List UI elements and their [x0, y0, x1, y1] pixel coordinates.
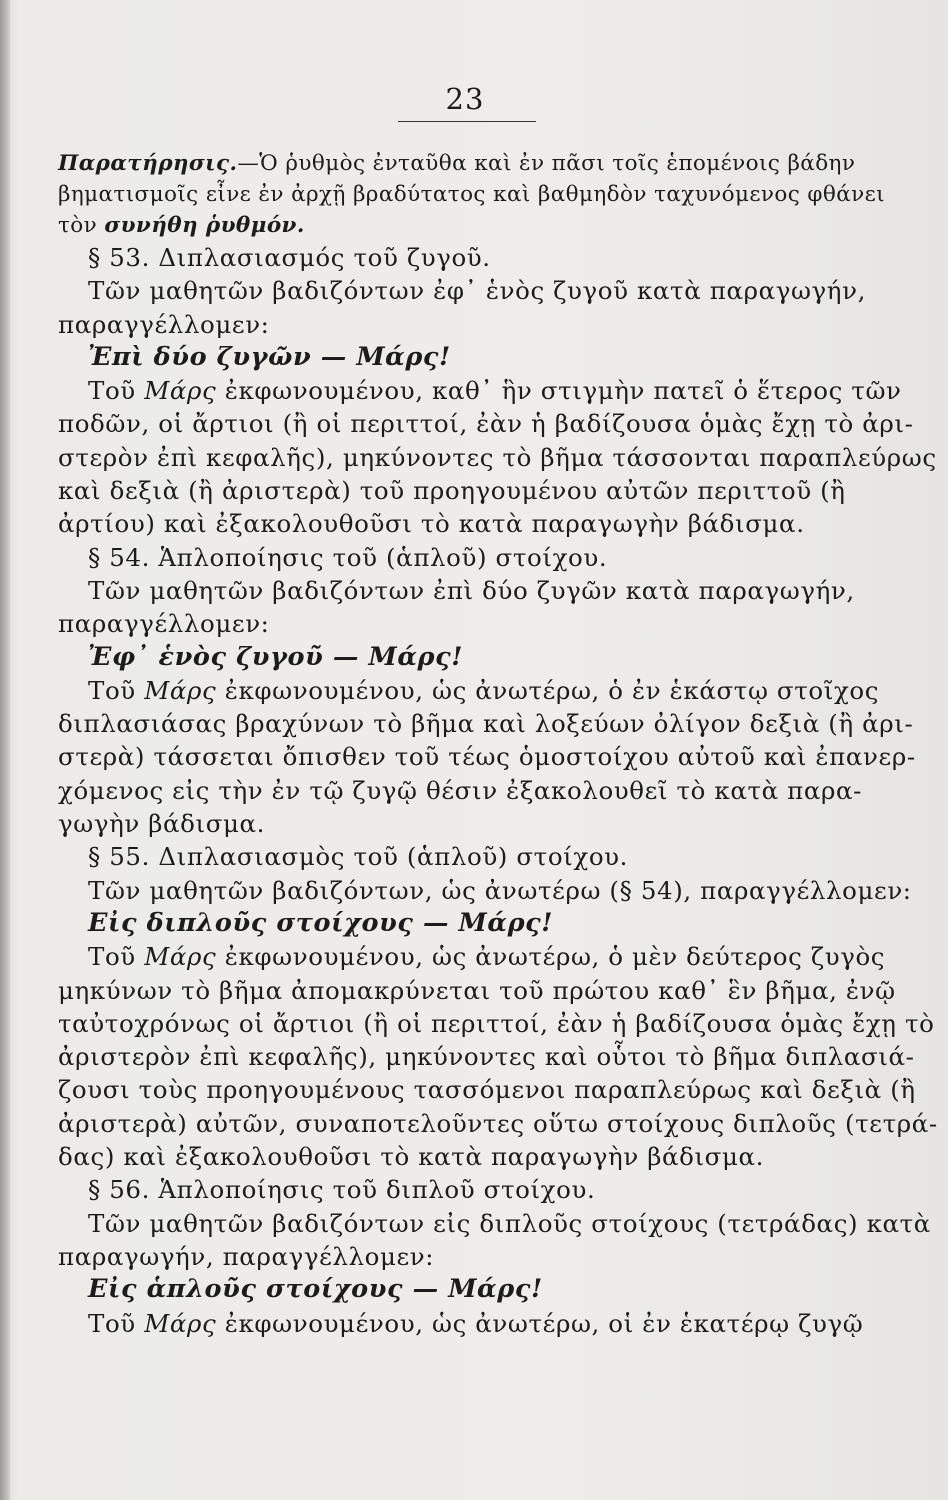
note-text-3: τὸν — [58, 213, 105, 238]
header-rule — [398, 121, 536, 122]
section-53-text-3: στερὸν ἐπὶ κεφαλῆς), μηκύνοντες τὸ βῆμα τάσσονται παραπλεύρως — [58, 442, 937, 472]
note-label: Παρατήρησις. — [58, 151, 238, 176]
section-53-mars: Μάρς — [144, 376, 217, 406]
section-53-heading: § 53. Διπλασιασμός τοῦ ζυγοῦ. — [88, 243, 491, 272]
section-56-text-1 — [58, 1307, 866, 1340]
section-55-text-rest: ἐκφωνουμένου, ὡς ἀνωτέρω, ὁ μὲν δεύτερος ζυγὸς — [216, 942, 886, 972]
section-54-text-5: γωγὴν βάδισμα. — [58, 809, 266, 839]
page-number: 23 — [445, 82, 485, 116]
section-55-text-3: ταὐτοχρόνως οἱ ἄρτιοι (ἢ οἱ περιττοί, ἐὰν ἡ βαδίζουσα ὁμὰς ἔχῃ τὸ — [58, 1008, 935, 1038]
section-55-text-start: Τοῦ — [88, 942, 145, 972]
section-56-text-start: Τοῦ — [88, 1308, 145, 1338]
note-line-3 — [58, 210, 866, 241]
section-54-text-3: στερὰ) τάσσεται ὄπισθεν τοῦ τέως ὁμοστοίχου αὐτοῦ καὶ ἐπανερ- — [58, 742, 916, 772]
section-56-text-rest: ἐκφωνουμένου, ὡς ἀνωτέρω, οἱ ἐν ἑκατέρῳ ζυγῷ — [216, 1308, 864, 1338]
section-56-mars: Μάρς — [144, 1308, 217, 1338]
section-55-text-7: δας) καὶ ἐξακολουθοῦσι τὸ κατὰ παραγωγὴν βάδισμα. — [58, 1142, 765, 1172]
note-emphasis: συνήθη ῥυθμόν. — [104, 213, 305, 238]
section-54-text-1 — [58, 674, 880, 707]
page-body — [58, 148, 938, 1340]
section-53-text-1 — [58, 374, 902, 407]
section-54-text-rest: ἐκφωνουμένου, ὡς ἀνωτέρω, ὁ ἐν ἑκάστῳ στοῖχος — [216, 675, 880, 705]
section-55-text-1 — [58, 940, 886, 973]
section-53-text-5: ἀρτίου) καὶ ἐξακολουθοῦσι τὸ κατὰ παραγωγὴν βάδισμα. — [58, 509, 805, 539]
section-54-intro-2: παραγγέλλομεν: — [58, 609, 270, 639]
section-54-mars: Μάρς — [144, 675, 217, 705]
section-54-text-2: διπλασιάσας βραχύνων τὸ βῆμα καὶ λοξεύων ὀλίγον δεξιὰ (ἢ ἀρι- — [58, 709, 914, 739]
section-55-text-5: ζουσι τοὺς προηγουμένους τασσόμενοι παραπλεύρως καὶ δεξιὰ (ἢ — [58, 1075, 916, 1105]
section-54-heading: § 54. Ἁπλοποίησις τοῦ (ἁπλοῦ) στοίχου. — [88, 542, 608, 572]
section-55-text-6: ἀριστερὰ) αὐτῶν, συναποτελοῦντες οὕτω στοίχους διπλοῦς (τετρά- — [58, 1108, 938, 1138]
section-54-text-4: χόμενος εἰς τὴν ἐν τῷ ζυγῷ θέσιν ἐξακολουθεῖ τὸ κατὰ παρα- — [58, 775, 863, 805]
section-53-text-rest: ἐκφωνουμένου, καθ᾽ ἣν στιγμὴν πατεῖ ὁ ἕτερος τῶν — [216, 376, 902, 406]
section-55-text-2: μηκύνων τὸ βῆμα ἀπομακρύνεται τοῦ πρώτου καθ᾽ ἓν βῆμα, ἐνῷ — [58, 975, 896, 1005]
section-53-intro-2: παραγγέλλομεν: — [58, 309, 270, 339]
section-55-text-4: ἀριστερὸν ἐπὶ κεφαλῆς), μηκύνοντες καὶ οὗτοι τὸ βῆμα διπλασιά- — [58, 1042, 915, 1072]
section-53-intro-1: Τῶν μαθητῶν βαδιζόντων ἐφ᾽ ἑνὸς ζυγοῦ κατὰ παραγωγήν, — [88, 276, 866, 306]
note-line-2: βηματισμοῖς εἶνε ἐν ἀρχῇ βραδύτατος καὶ βαθμηδὸν ταχυνόμενος φθάνει — [58, 182, 885, 207]
section-56-heading: § 56. Ἁπλοποίησις τοῦ διπλοῦ στοίχου. — [88, 1175, 596, 1205]
section-53-text-start: Τοῦ — [88, 376, 145, 406]
section-55-mars: Μάρς — [144, 942, 217, 972]
section-53-command: Ἐπὶ δύο ζυγῶν — Μάρς! — [88, 341, 451, 372]
section-55-intro-1: Τῶν μαθητῶν βαδιζόντων, ὡς ἀνωτέρω (§ 54), παραγγέλλομεν: — [88, 875, 912, 905]
section-56-intro-1: Τῶν μαθητῶν βαδιζόντων εἰς διπλοῦς στοίχους (τετράδας) κατὰ — [88, 1208, 931, 1238]
section-56-intro-2: παραγωγήν, παραγγέλλομεν: — [58, 1241, 435, 1271]
section-55-heading: § 55. Διπλασιασμὸς τοῦ (ἁπλοῦ) στοίχου. — [88, 842, 629, 872]
section-53-text-4: καὶ δεξιὰ (ἢ ἀριστερὰ) τοῦ προηγουμένου αὐτῶν περιττοῦ (ἢ — [58, 476, 846, 506]
section-54-intro-1: Τῶν μαθητῶν βαδιζόντων ἐπὶ δύο ζυγῶν κατὰ παραγωγήν, — [88, 575, 855, 605]
section-55-command: Εἰς διπλοῦς στοίχους — Μάρς! — [88, 907, 554, 938]
note-line-1 — [58, 148, 866, 179]
section-54-text-start: Τοῦ — [88, 675, 145, 705]
section-53-text-2: ποδῶν, οἱ ἄρτιοι (ἢ οἱ περιττοί, ἐὰν ἡ βαδίζουσα ὁμὰς ἔχῃ τὸ ἀρι- — [58, 409, 914, 439]
note-text-1: —Ὁ ῥυθμὸς ἐνταῦθα καὶ ἐν πᾶσι τοῖς ἑπομένοις βάδην — [237, 151, 856, 176]
section-54-command: Ἐφ᾽ ἑνὸς ζυγοῦ — Μάρς! — [88, 641, 464, 672]
section-56-command: Εἰς ἁπλοῦς στοίχους — Μάρς! — [88, 1274, 543, 1305]
page-spine-shadow — [0, 0, 10, 1500]
